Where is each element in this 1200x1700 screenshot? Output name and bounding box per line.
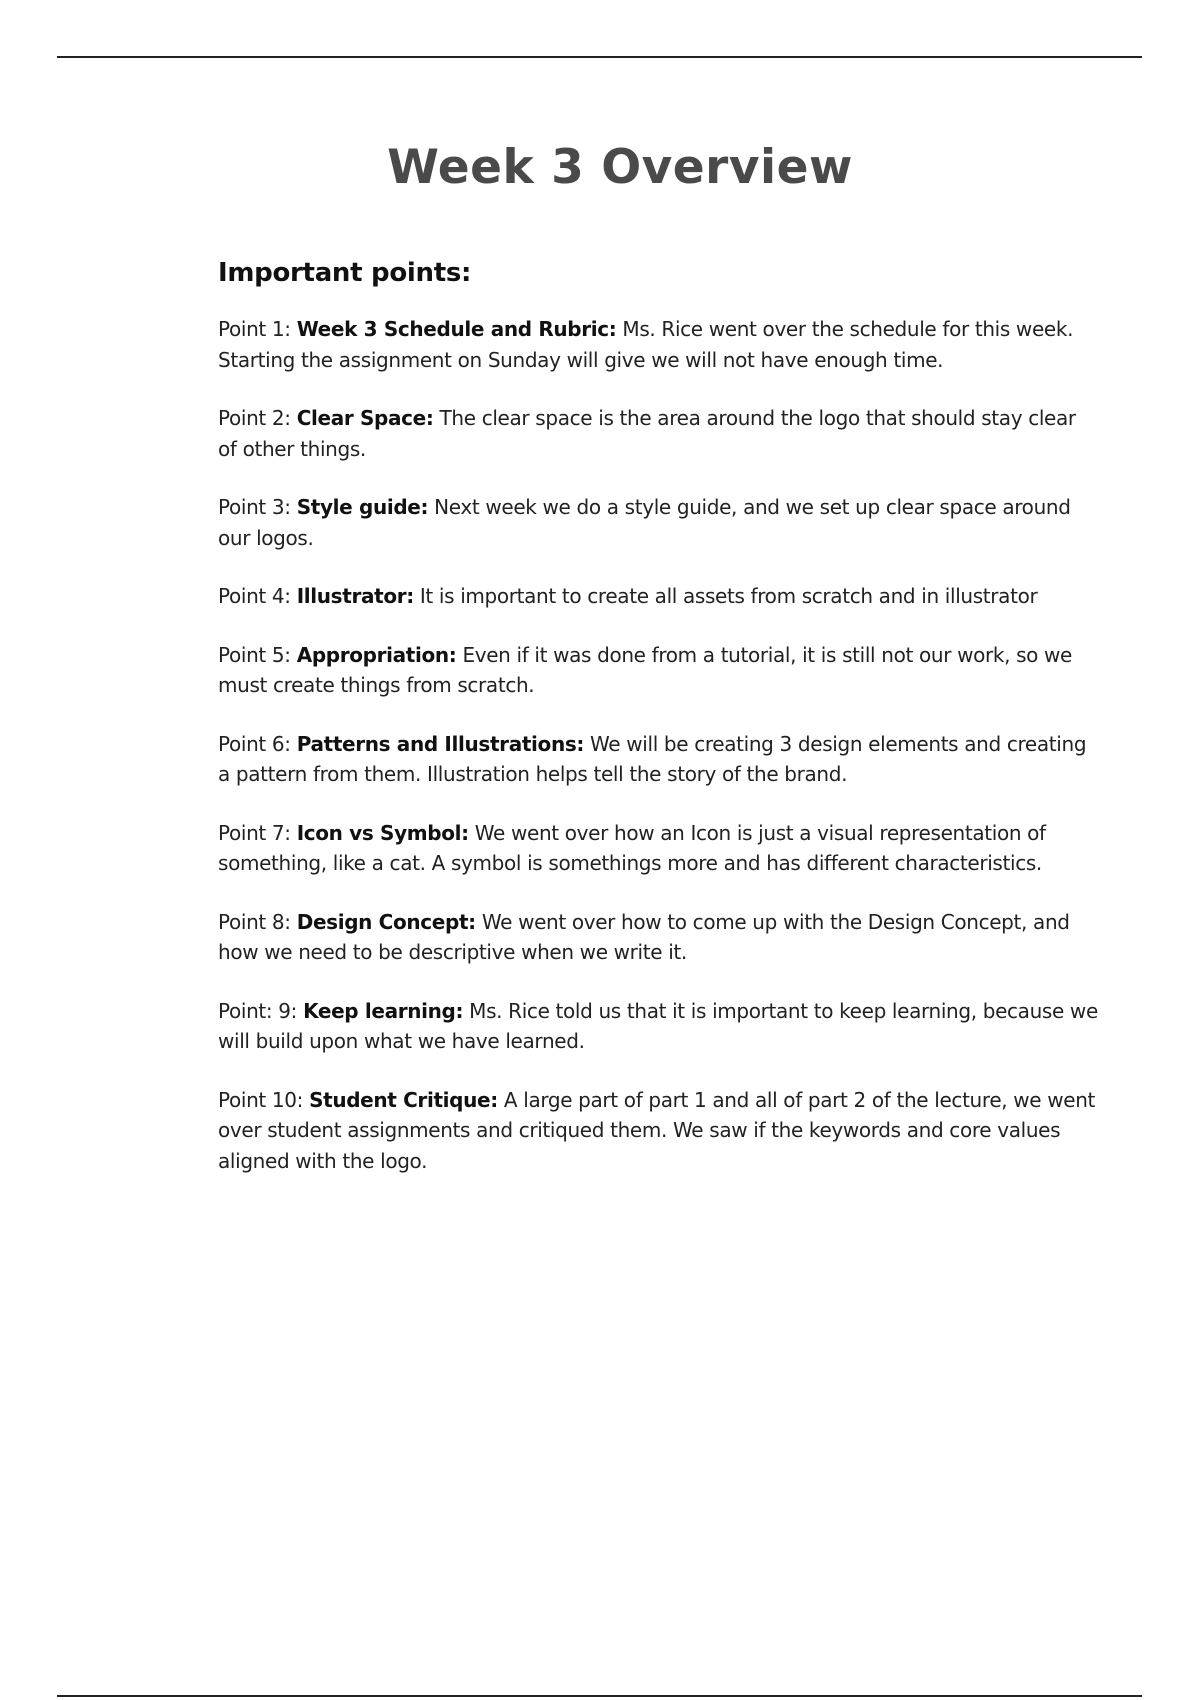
point-prefix: Point 2: [218, 406, 297, 430]
point-text: We went over how an Icon is just a visual representation of something, like a cat. A symbol is somethings more and has different characteristics. [218, 820, 1046, 875]
point-prefix: Point 4: [218, 584, 297, 608]
point-text: We went over how to come up with the Design Concept, and how we need to be descriptive when we write it. [218, 909, 1070, 964]
point-term: Keep learning: [303, 998, 464, 1023]
document-body [218, 258, 1098, 1204]
point-text: The clear space is the area around the logo that should stay clear of other things. [218, 406, 1076, 461]
point-item [218, 729, 1098, 790]
header-rule [57, 56, 1142, 58]
footer-rule [57, 1695, 1142, 1697]
point-text: Even if it was done from a tutorial, it is still not our work, so we must create things from scratch. [218, 642, 1073, 697]
point-prefix: Point 10: [218, 1087, 310, 1112]
point-prefix: Point 8: [218, 909, 297, 934]
point-text: We will be creating 3 design elements and creating a pattern from them. Illustration helps tell the story of the brand. [218, 731, 1087, 786]
point-term: Patterns and Illustrations: [296, 731, 585, 756]
point-item [218, 581, 1098, 612]
point-item [218, 492, 1098, 553]
point-prefix: Point 6: [218, 731, 297, 756]
point-term: Icon vs Symbol: [296, 820, 469, 845]
point-text: Ms. Rice told us that it is important to keep learning, because we will build upon what we have learned. [218, 998, 1098, 1053]
point-prefix: Point 1: [218, 317, 297, 341]
point-item [218, 640, 1098, 701]
section-heading: Important points: [218, 258, 472, 288]
point-term: Appropriation: [296, 642, 457, 667]
point-item [218, 1085, 1098, 1177]
point-text: Next week we do a style guide, and we set up clear space around our logos. [218, 495, 1071, 550]
point-prefix: Point 7: [218, 820, 297, 845]
point-item [218, 907, 1098, 968]
point-text: A large part of part 1 and all of part 2 of the lecture, we went over student assignments and critiqued them. We saw if the keywords and core values aligned with the logo. [218, 1087, 1096, 1173]
point-term: Design Concept: [296, 909, 476, 934]
point-prefix: Point 5: [218, 642, 297, 667]
point-text: Ms. Rice went over the schedule for this week. Starting the assignment on Sunday will give we will not have enough time. [218, 317, 1074, 372]
point-term: Student Critique: [309, 1087, 498, 1112]
point-prefix: Point: 9: [218, 998, 304, 1023]
point-prefix: Point 3: [218, 495, 297, 519]
point-term: Clear Space: [296, 406, 434, 430]
point-term: Illustrator: [296, 584, 414, 608]
point-term: Style guide: [296, 495, 429, 519]
point-text: It is important to create all assets from scratch and in illustrator [413, 584, 1038, 608]
point-item [218, 314, 1098, 375]
point-item [218, 403, 1098, 464]
point-item [218, 996, 1098, 1057]
point-item [218, 818, 1098, 879]
point-term: Week 3 Schedule and Rubric: [296, 317, 617, 341]
page-title: Week 3 Overview [387, 140, 853, 195]
